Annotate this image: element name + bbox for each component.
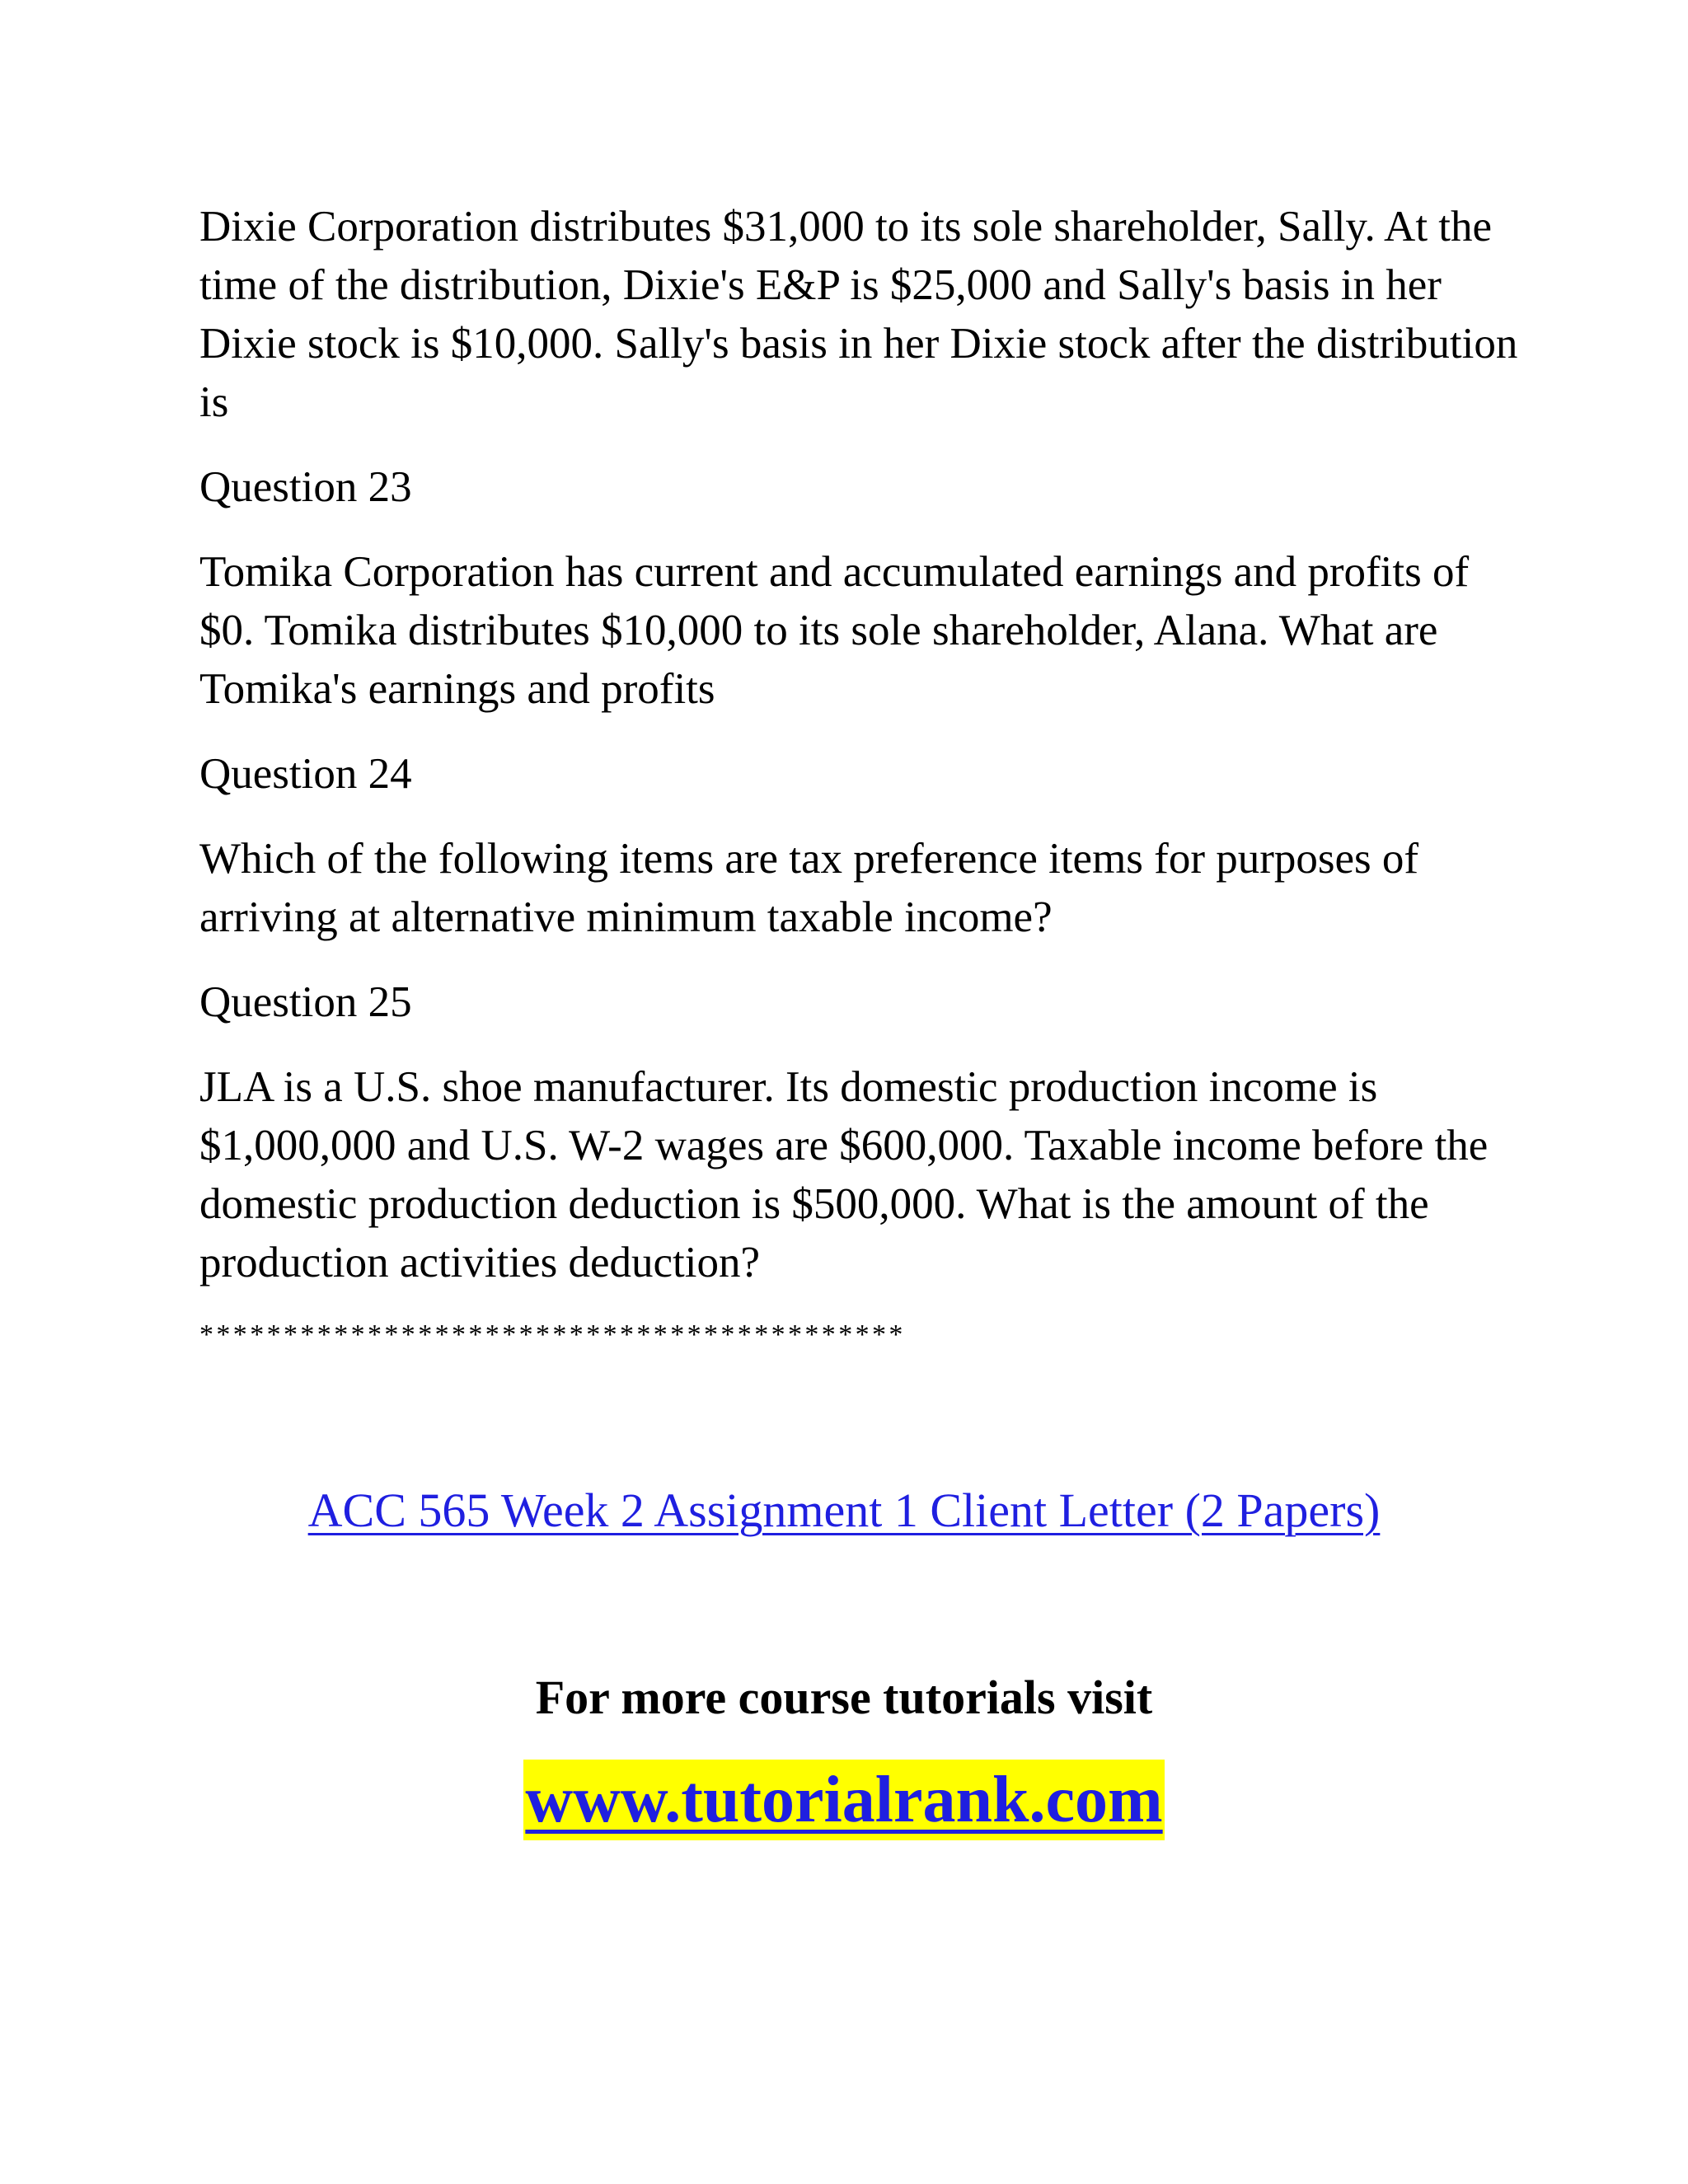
document-body (199, 198, 1518, 1352)
question-23-text: Tomika Corporation has current and accumulated earnings and profits of $0. Tomika distributes $10,000 to its sole shareholder, Alana. What are Tomika's earnings and profits (199, 548, 1470, 713)
cta-heading: For more course tutorials visit (535, 1671, 1153, 1724)
asterisk-separator: ****************************************** (199, 1319, 906, 1350)
question-24-label: Question 24 (199, 750, 412, 798)
site-highlight (523, 1760, 1164, 1840)
assignment-link-line (0, 1481, 1688, 1540)
question-23-label: Question 23 (199, 463, 412, 511)
question-25-text: JLA is a U.S. shoe manufacturer. Its domestic production income is $1,000,000 and U.S. W-2 wages are $600,000. Taxable income before the domestic production deduction is $500,000. What is the amount of the production activities deduction? (199, 1063, 1489, 1286)
question-25-label: Question 25 (199, 978, 412, 1026)
assignment-link[interactable]: ACC 565 Week 2 Assignment 1 Client Letter (2 Papers) (307, 1483, 1381, 1537)
site-link-line (0, 1760, 1688, 1840)
question-24-text: Which of the following items are tax preference items for purposes of arriving at alternative minimum taxable income? (199, 835, 1419, 941)
site-link[interactable]: www.tutorialrank.com (525, 1764, 1163, 1836)
question-22-text: Dixie Corporation distributes $31,000 to its sole shareholder, Sally. At the time of the distribution, Dixie's E&P is $25,000 and Sally's basis in her Dixie stock is $10,000. Sally's basis in her Dixie stock after the distribution is (199, 203, 1518, 426)
